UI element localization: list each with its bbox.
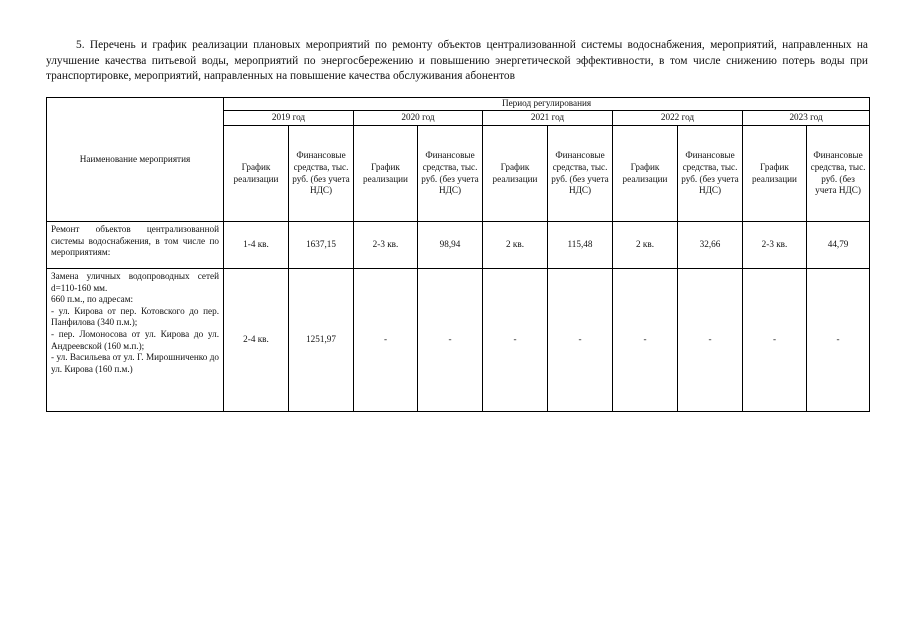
finance-header: Финансовые средства, тыс. руб. (без учета НДС): [678, 126, 743, 222]
schedule-header: График реализации: [483, 126, 548, 222]
table-cell: 1251,97: [289, 269, 354, 412]
table-cell: 2-3 кв.: [743, 222, 807, 269]
section-heading: 5. Перечень и график реализации плановых мероприятий по ремонту объектов централизованной системы водоснабжения, мероприятий, направленных на улучшение качества питьевой воды, мероприятий по энергосбережению и повышению энергетической эффективности, в том числе снижению потерь воды при транспортировке, мероприятий, направленных на повышение качества обслуживания абонентов: [46, 39, 868, 82]
table-cell: -: [418, 269, 483, 412]
year-header-2019: 2019 год: [224, 111, 354, 126]
table-cell: 2-3 кв.: [354, 222, 418, 269]
measure-name: [47, 269, 224, 412]
finance-header: Финансовые средства, тыс. руб. (без учета НДС): [807, 126, 870, 222]
table-cell: 1637,15: [289, 222, 354, 269]
plan-table: [46, 97, 870, 412]
table-cell: 32,66: [678, 222, 743, 269]
table-cell: -: [807, 269, 870, 412]
table-cell: 2 кв.: [483, 222, 548, 269]
table-cell: 2 кв.: [613, 222, 678, 269]
measure-line: - ул. Кирова от пер. Котовского до пер. Панфилова (340 п.м.);: [51, 305, 219, 328]
table-cell: -: [483, 269, 548, 412]
name-column-header: Наименование мероприятия: [47, 98, 224, 222]
finance-header: Финансовые средства, тыс. руб. (без учета НДС): [289, 126, 354, 222]
table-cell: 98,94: [418, 222, 483, 269]
measure-line: - пер. Ломоносова от ул. Кирова до ул. Андреевской (160 м.п.);: [51, 328, 219, 351]
measure-name: Ремонт объектов централизованной системы водоснабжения, в том числе по мероприятиям:: [47, 222, 224, 269]
table-cell: 2-4 кв.: [224, 269, 289, 412]
finance-header: Финансовые средства, тыс. руб. (без учета НДС): [418, 126, 483, 222]
finance-header: Финансовые средства, тыс. руб. (без учета НДС): [548, 126, 613, 222]
schedule-header: График реализации: [224, 126, 289, 222]
measure-line: - ул. Васильева от ул. Г. Мирошниченко до ул. Кирова (160 п.м.): [51, 352, 219, 374]
header-row-period: [47, 98, 870, 111]
table-cell: 1-4 кв.: [224, 222, 289, 269]
schedule-header: График реализации: [743, 126, 807, 222]
year-header-2020: 2020 год: [354, 111, 483, 126]
table-cell: -: [743, 269, 807, 412]
period-header: Период регулирования: [224, 98, 870, 111]
table-row: [47, 269, 870, 412]
schedule-header: График реализации: [613, 126, 678, 222]
measure-line: 660 п.м., по адресам:: [51, 294, 134, 305]
table-row: [47, 222, 870, 269]
measure-line: Замена уличных водопроводных сетей d=110-160 мм.: [51, 271, 219, 293]
table-cell: -: [354, 269, 418, 412]
year-header-2021: 2021 год: [483, 111, 613, 126]
table-cell: -: [678, 269, 743, 412]
year-header-2023: 2023 год: [743, 111, 870, 126]
table-cell: 115,48: [548, 222, 613, 269]
schedule-header: График реализации: [354, 126, 418, 222]
table-cell: -: [613, 269, 678, 412]
table-cell: 44,79: [807, 222, 870, 269]
year-header-2022: 2022 год: [613, 111, 743, 126]
table-cell: -: [548, 269, 613, 412]
